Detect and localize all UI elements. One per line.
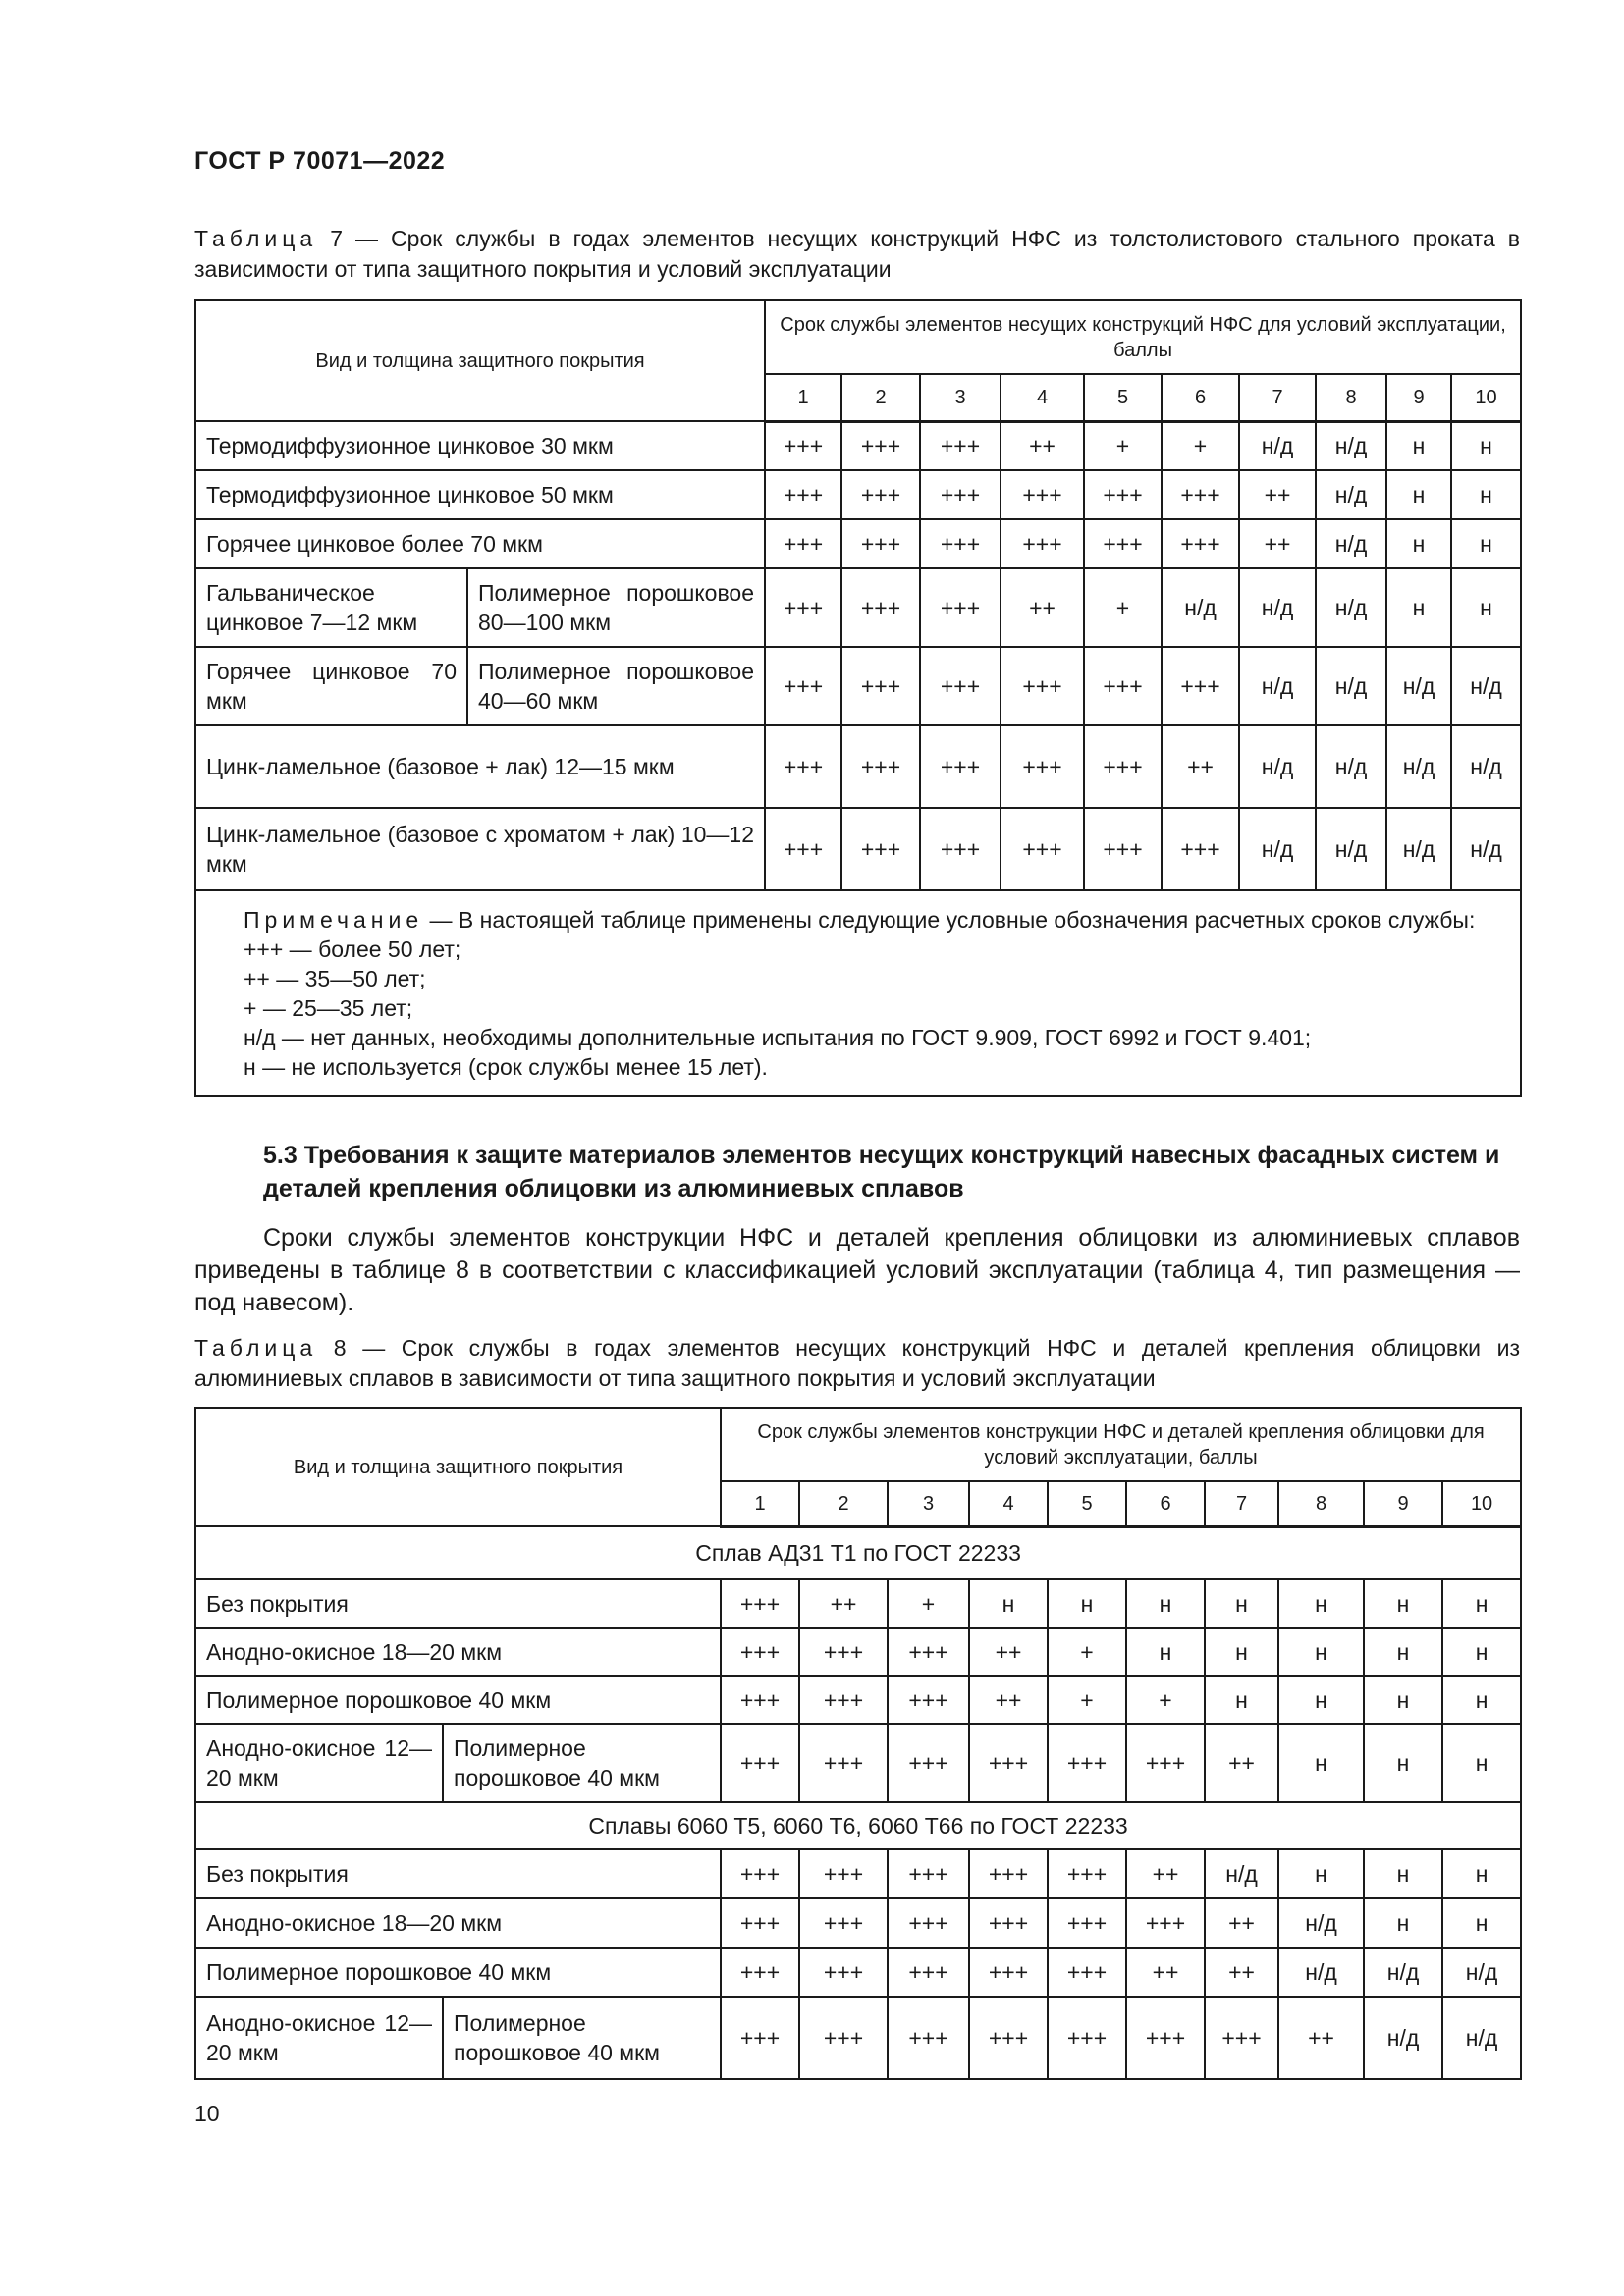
table7-value-1: +++ (765, 808, 841, 890)
table8-row (195, 1628, 1521, 1676)
table7-value-9: н/д (1386, 725, 1451, 808)
table8-row (195, 1898, 1521, 1948)
table8-value-4: н (969, 1579, 1048, 1628)
table8-value-2: +++ (799, 1849, 888, 1898)
table7-col-6: 6 (1162, 374, 1239, 421)
table7-col-10: 10 (1451, 374, 1521, 421)
table7-value-5: + (1084, 421, 1162, 470)
table7-coating-base: Гальваническое цинковое 7—12 мкм (195, 568, 467, 647)
table8-coating: Без покрытия (195, 1849, 721, 1898)
table8-section-ad31-label: Сплав АД31 Т1 по ГОСТ 22233 (195, 1526, 1521, 1579)
table8-value-3: +++ (888, 1997, 969, 2079)
table8-value-6: ++ (1126, 1948, 1205, 1997)
table7-caption-text: 7 — Срок службы в годах элементов несущих конструкций НФС из толстолистового стального проката в зависимости от типа защитного покрытия и условий эксплуатации (194, 226, 1520, 282)
table8-value-2: +++ (799, 1997, 888, 2079)
table7-value-9: н/д (1386, 647, 1451, 725)
table8-value-10: н/д (1442, 1997, 1521, 2079)
table8-value-4: +++ (969, 1724, 1048, 1802)
table8-caption-label: Таблица (194, 1335, 318, 1361)
table7-value-3: +++ (920, 519, 1001, 568)
table8-head-row (195, 1408, 1521, 1481)
table7-col-4: 4 (1001, 374, 1084, 421)
table7-value-6: +++ (1162, 808, 1239, 890)
table7-coating: Горячее цинковое более 70 мкм (195, 519, 765, 568)
table7-value-5: + (1084, 568, 1162, 647)
table7-col-1: 1 (765, 374, 841, 421)
table7-value-5: +++ (1084, 725, 1162, 808)
table7-value-10: н (1451, 568, 1521, 647)
table8-value-10: н (1442, 1898, 1521, 1948)
table8-value-10: н (1442, 1579, 1521, 1628)
table7-coating-base: Горячее цинковое 70 мкм (195, 647, 467, 725)
table7-value-7: ++ (1239, 470, 1316, 519)
table7-value-3: +++ (920, 647, 1001, 725)
table7-value-10: н (1451, 421, 1521, 470)
table8-value-9: н (1364, 1628, 1442, 1676)
table8-col-6: 6 (1126, 1481, 1205, 1526)
table7-value-1: +++ (765, 519, 841, 568)
table8-row (195, 1849, 1521, 1898)
table7-value-7: н/д (1239, 568, 1316, 647)
table8-value-7: н (1205, 1676, 1278, 1724)
table7 (194, 299, 1522, 1097)
table7-head-group: Срок службы элементов несущих конструкций НФС для условий эксплуатации, баллы (765, 300, 1521, 374)
table7-value-6: + (1162, 421, 1239, 470)
table8-value-7: ++ (1205, 1724, 1278, 1802)
table8-col-7: 7 (1205, 1481, 1278, 1526)
table7-value-7: н/д (1239, 647, 1316, 725)
table8-value-5: +++ (1048, 1898, 1126, 1948)
table7-value-10: н/д (1451, 647, 1521, 725)
table8-value-4: +++ (969, 1849, 1048, 1898)
table7-value-8: н/д (1316, 647, 1386, 725)
table7-value-4: ++ (1001, 421, 1084, 470)
table7-value-5: +++ (1084, 647, 1162, 725)
table8-value-6: ++ (1126, 1849, 1205, 1898)
table7-coating: Цинк-ламельное (базовое + лак) 12—15 мкм (195, 725, 765, 808)
table7-row (195, 647, 1521, 725)
table7-col-5: 5 (1084, 374, 1162, 421)
table7-value-10: н (1451, 519, 1521, 568)
table8-value-1: +++ (721, 1676, 799, 1724)
table7-value-5: +++ (1084, 808, 1162, 890)
table8-value-10: н (1442, 1676, 1521, 1724)
table8-value-9: н (1364, 1724, 1442, 1802)
table7-col-3: 3 (920, 374, 1001, 421)
table8-value-7: +++ (1205, 1997, 1278, 2079)
table8 (194, 1407, 1522, 2080)
table8-value-8: н (1278, 1849, 1364, 1898)
table8-value-2: +++ (799, 1948, 888, 1997)
table7-value-7: н/д (1239, 808, 1316, 890)
table7-value-6: ++ (1162, 725, 1239, 808)
table7-col-9: 9 (1386, 374, 1451, 421)
table7-head-coating: Вид и толщина защитного покрытия (195, 300, 765, 421)
table7-value-8: н/д (1316, 568, 1386, 647)
table7-note-line: ++ — 35—50 лет; (244, 966, 426, 991)
table8-head-group: Срок службы элементов конструкции НФС и деталей крепления облицовки для условий эксплуатации, баллы (721, 1408, 1521, 1481)
table8-coating: Полимерное порошковое 40 мкм (195, 1676, 721, 1724)
table7-note-intro (214, 905, 1502, 934)
table7-value-8: н/д (1316, 725, 1386, 808)
table8-value-1: +++ (721, 1997, 799, 2079)
table7-value-10: н (1451, 470, 1521, 519)
table7-value-9: н (1386, 470, 1451, 519)
table8-coating: Анодно-окисное 18—20 мкм (195, 1898, 721, 1948)
table7-value-2: +++ (841, 725, 920, 808)
table8-value-3: +++ (888, 1948, 969, 1997)
table8-section-6060 (195, 1802, 1521, 1849)
table8-value-3: +++ (888, 1676, 969, 1724)
table7-value-5: +++ (1084, 519, 1162, 568)
table8-value-7: н (1205, 1628, 1278, 1676)
table8-value-3: +++ (888, 1628, 969, 1676)
table8-value-3: +++ (888, 1898, 969, 1948)
table7-row (195, 725, 1521, 808)
table8-section-ad31 (195, 1526, 1521, 1579)
table7-note-label: Примечание (244, 907, 424, 933)
table8-value-9: н (1364, 1898, 1442, 1948)
table8-row (195, 1724, 1521, 1802)
table8-coating-top: Полимерное порошковое 40 мкм (443, 1997, 721, 2079)
table8-value-2: +++ (799, 1628, 888, 1676)
document-header: ГОСТ Р 70071—2022 (194, 147, 446, 175)
table7-note-line: + — 25—35 лет; (244, 995, 413, 1021)
table8-value-8: н (1278, 1628, 1364, 1676)
table7-col-8: 8 (1316, 374, 1386, 421)
table8-caption-text: 8 — Срок службы в годах элементов несущих конструкций НФС и деталей крепления облицовки из алюминиевых сплавов в зависимости от типа защитного покрытия и условий эксплуатации (194, 1335, 1520, 1391)
table7-row (195, 470, 1521, 519)
table8-value-8: н (1278, 1724, 1364, 1802)
table8-value-3: +++ (888, 1849, 969, 1898)
table8-value-3: +++ (888, 1724, 969, 1802)
table7-value-3: +++ (920, 808, 1001, 890)
table7-row (195, 519, 1521, 568)
table8-coating: Полимерное порошковое 40 мкм (195, 1948, 721, 1997)
table8-value-1: +++ (721, 1898, 799, 1948)
table8-row (195, 1579, 1521, 1628)
table8-value-8: ++ (1278, 1997, 1364, 2079)
table7-value-2: +++ (841, 808, 920, 890)
table7-value-2: +++ (841, 568, 920, 647)
table7-value-2: +++ (841, 647, 920, 725)
table7-value-10: н/д (1451, 808, 1521, 890)
table7-value-3: +++ (920, 470, 1001, 519)
table7-value-4: ++ (1001, 568, 1084, 647)
table7-row (195, 421, 1521, 470)
table8-value-8: н/д (1278, 1948, 1364, 1997)
table7-value-6: +++ (1162, 647, 1239, 725)
table8-value-4: +++ (969, 1997, 1048, 2079)
table7-caption-label: Таблица (194, 226, 318, 251)
table7-row (195, 808, 1521, 890)
table7-value-2: +++ (841, 519, 920, 568)
section-heading: 5.3 Требования к защите материалов элементов несущих конструкций навесных фасадных систем и деталей крепления облицовки из алюминиевых сплавов (263, 1142, 1500, 1202)
table8-value-10: н (1442, 1724, 1521, 1802)
table8-row (195, 1948, 1521, 1997)
table7-value-4: +++ (1001, 725, 1084, 808)
table8-value-6: +++ (1126, 1724, 1205, 1802)
table7-value-7: ++ (1239, 519, 1316, 568)
table8-value-5: +++ (1048, 1997, 1126, 2079)
table8-value-1: +++ (721, 1948, 799, 1997)
table8-value-5: + (1048, 1676, 1126, 1724)
table7-value-9: н (1386, 568, 1451, 647)
table7-note (195, 890, 1521, 1096)
table7-value-4: +++ (1001, 647, 1084, 725)
table8-value-4: +++ (969, 1948, 1048, 1997)
table8-value-9: н (1364, 1579, 1442, 1628)
table8-value-8: н (1278, 1676, 1364, 1724)
table7-note-line: н — не используется (срок службы менее 15 лет). (244, 1054, 768, 1080)
table8-value-7: н (1205, 1579, 1278, 1628)
table8-value-1: +++ (721, 1849, 799, 1898)
table8-value-2: +++ (799, 1724, 888, 1802)
table7-value-6: +++ (1162, 470, 1239, 519)
table7-value-4: +++ (1001, 808, 1084, 890)
table8-coating-base: Анодно-окисное 12—20 мкм (195, 1997, 443, 2079)
table7-value-2: +++ (841, 421, 920, 470)
table7-coating: Цинк-ламельное (базовое с хроматом + лак) 10—12 мкм (195, 808, 765, 890)
table8-value-5: +++ (1048, 1849, 1126, 1898)
table8-value-9: н (1364, 1676, 1442, 1724)
page-number: 10 (194, 2101, 220, 2126)
table7-note-row (195, 890, 1521, 1096)
table8-value-7: ++ (1205, 1948, 1278, 1997)
table8-col-2: 2 (799, 1481, 888, 1526)
table8-value-6: +++ (1126, 1898, 1205, 1948)
table7-head-row (195, 300, 1521, 374)
table8-col-10: 10 (1442, 1481, 1521, 1526)
table8-col-1: 1 (721, 1481, 799, 1526)
table8-col-4: 4 (969, 1481, 1048, 1526)
table7-coating-top: Полимерное порошковое 80—100 мкм (467, 568, 765, 647)
table7-value-10: н/д (1451, 725, 1521, 808)
table8-value-7: ++ (1205, 1898, 1278, 1948)
table8-value-5: +++ (1048, 1724, 1126, 1802)
table8-col-3: 3 (888, 1481, 969, 1526)
table7-value-1: +++ (765, 470, 841, 519)
table8-value-1: +++ (721, 1724, 799, 1802)
table8-value-6: н (1126, 1628, 1205, 1676)
table7-value-9: н (1386, 421, 1451, 470)
table7-value-4: +++ (1001, 470, 1084, 519)
table8-value-2: +++ (799, 1898, 888, 1948)
table8-value-2: +++ (799, 1676, 888, 1724)
table7-col-7: 7 (1239, 374, 1316, 421)
table8-value-5: + (1048, 1628, 1126, 1676)
table8-value-8: н (1278, 1579, 1364, 1628)
table8-value-1: +++ (721, 1579, 799, 1628)
table7-coating-top: Полимерное порошковое 40—60 мкм (467, 647, 765, 725)
table8-value-9: н (1364, 1849, 1442, 1898)
table7-value-4: +++ (1001, 519, 1084, 568)
table7-note-line: +++ — более 50 лет; (244, 936, 461, 962)
table8-value-6: +++ (1126, 1997, 1205, 2079)
table7-coating: Термодиффузионное цинковое 50 мкм (195, 470, 765, 519)
table7-value-8: н/д (1316, 519, 1386, 568)
table7-value-7: н/д (1239, 421, 1316, 470)
table7-value-1: +++ (765, 647, 841, 725)
table7-value-1: +++ (765, 568, 841, 647)
table7-value-3: +++ (920, 421, 1001, 470)
table8-value-4: ++ (969, 1676, 1048, 1724)
table7-value-1: +++ (765, 725, 841, 808)
table7-value-8: н/д (1316, 470, 1386, 519)
table8-head-coating: Вид и толщина защитного покрытия (195, 1408, 721, 1526)
table8-value-10: н (1442, 1628, 1521, 1676)
table8-value-4: ++ (969, 1628, 1048, 1676)
table8-value-4: +++ (969, 1898, 1048, 1948)
table7-value-1: +++ (765, 421, 841, 470)
table8-value-9: н/д (1364, 1948, 1442, 1997)
table7-value-9: н/д (1386, 808, 1451, 890)
table7-value-5: +++ (1084, 470, 1162, 519)
table8-value-5: +++ (1048, 1948, 1126, 1997)
table8-section-6060-label: Сплавы 6060 Т5, 6060 Т6, 6060 Т66 по ГОСТ 22233 (195, 1802, 1521, 1849)
table8-value-1: +++ (721, 1628, 799, 1676)
table8-value-8: н/д (1278, 1898, 1364, 1948)
table7-value-6: +++ (1162, 519, 1239, 568)
table7-note-intro-text: — В настоящей таблице применены следующие условные обозначения расчетных сроков службы: (423, 907, 1476, 933)
table7-value-8: н/д (1316, 421, 1386, 470)
table8-coating-base: Анодно-окисное 12—20 мкм (195, 1724, 443, 1802)
table8-caption (194, 1333, 1520, 1394)
table8-value-7: н/д (1205, 1849, 1278, 1898)
table8-value-9: н/д (1364, 1997, 1442, 2079)
table7-value-6: н/д (1162, 568, 1239, 647)
table7-row (195, 568, 1521, 647)
table8-row (195, 1997, 1521, 2079)
table8-col-5: 5 (1048, 1481, 1126, 1526)
table7-col-2: 2 (841, 374, 920, 421)
table8-value-10: н/д (1442, 1948, 1521, 1997)
table8-value-3: + (888, 1579, 969, 1628)
table7-coating: Термодиффузионное цинковое 30 мкм (195, 421, 765, 470)
table8-value-5: н (1048, 1579, 1126, 1628)
table7-value-8: н/д (1316, 808, 1386, 890)
table8-col-8: 8 (1278, 1481, 1364, 1526)
table8-value-2: ++ (799, 1579, 888, 1628)
table8-col-9: 9 (1364, 1481, 1442, 1526)
section-paragraph: Сроки службы элементов конструкции НФС и деталей крепления облицовки из алюминиевых сплавов приведены в таблице 8 в соответствии с классификацией условий эксплуатации (таблица 4, тип размещения — под навесом). (194, 1224, 1520, 1316)
table8-value-6: + (1126, 1676, 1205, 1724)
table8-value-6: н (1126, 1579, 1205, 1628)
table7-note-line: н/д — нет данных, необходимы дополнительные испытания по ГОСТ 9.909, ГОСТ 6992 и ГОСТ 9.401; (244, 1025, 1312, 1050)
table8-coating: Без покрытия (195, 1579, 721, 1628)
table7-caption (194, 224, 1520, 285)
table7-value-7: н/д (1239, 725, 1316, 808)
table7-value-3: +++ (920, 568, 1001, 647)
table8-coating-top: Полимерное порошковое 40 мкм (443, 1724, 721, 1802)
table7-value-2: +++ (841, 470, 920, 519)
table8-coating: Анодно-окисное 18—20 мкм (195, 1628, 721, 1676)
table7-value-9: н (1386, 519, 1451, 568)
table8-row (195, 1676, 1521, 1724)
table7-value-3: +++ (920, 725, 1001, 808)
table8-value-10: н (1442, 1849, 1521, 1898)
